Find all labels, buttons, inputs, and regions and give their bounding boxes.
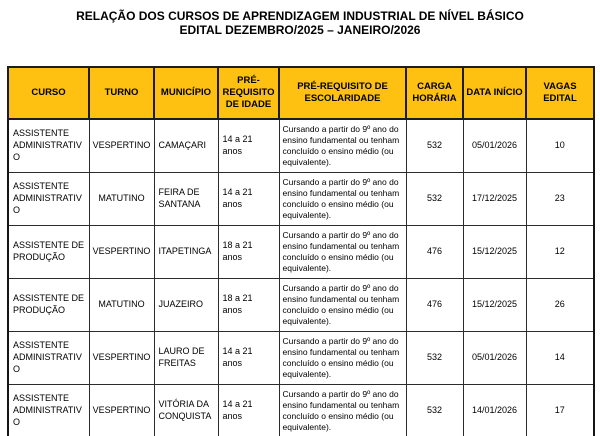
cell-data-inicio: 15/12/2025 [463,226,526,279]
table-row [8,173,594,226]
table-row [8,332,594,385]
cell-escolaridade: Cursando a partir do 9º ano do ensino fundamental ou tenham concluído o ensino médio (ou equivalente). [279,173,406,226]
cell-municipio: JUAZEIRO [154,279,218,332]
column-header-vagas-edital: VAGAS EDITAL [526,67,594,119]
table-row [8,226,594,279]
cell-data-inicio: 14/01/2026 [463,385,526,436]
cell-vagas: 14 [526,332,594,385]
cell-turno: VESPERTINO [89,119,154,173]
cell-escolaridade: Cursando a partir do 9º ano do ensino fundamental ou tenham concluído o ensino médio (ou equivalente). [279,279,406,332]
cell-idade: 14 a 21 anos [218,173,279,226]
cell-vagas: 23 [526,173,594,226]
cell-turno: VESPERTINO [89,332,154,385]
cell-municipio: ITAPETINGA [154,226,218,279]
cell-vagas: 26 [526,279,594,332]
cell-curso: ASSISTENTE DE PRODUÇÃO [8,226,89,279]
cell-turno: MATUTINO [89,173,154,226]
cell-curso: ASSISTENTE ADMINISTRATIVO [8,332,89,385]
cell-escolaridade: Cursando a partir do 9º ano do ensino fundamental ou tenham concluído o ensino médio (ou equivalente). [279,385,406,436]
column-header-carga-horaria: CARGA HORÁRIA [406,67,463,119]
cell-curso: ASSISTENTE ADMINISTRATIVO [8,385,89,436]
header-row [8,67,594,119]
cell-escolaridade: Cursando a partir do 9º ano do ensino fundamental ou tenham concluído o ensino médio (ou equivalente). [279,332,406,385]
cell-idade: 18 a 21 anos [218,226,279,279]
cell-vagas: 10 [526,119,594,173]
cell-data-inicio: 15/12/2025 [463,279,526,332]
cell-carga-horaria: 532 [406,385,463,436]
cell-municipio: CAMAÇARI [154,119,218,173]
column-header-data-inicio: DATA INÍCIO [463,67,526,119]
cell-carga-horaria: 476 [406,226,463,279]
page-title-line1: RELAÇÃO DOS CURSOS DE APRENDIZAGEM INDUSTRIAL DE NÍVEL BÁSICO [76,9,524,23]
cell-carga-horaria: 532 [406,332,463,385]
cell-turno: VESPERTINO [89,226,154,279]
cell-data-inicio: 05/01/2026 [463,332,526,385]
page-title [0,0,600,37]
cell-municipio: LAURO DE FREITAS [154,332,218,385]
cell-idade: 14 a 21 anos [218,385,279,436]
cell-vagas: 17 [526,385,594,436]
cell-carga-horaria: 532 [406,173,463,226]
cell-carga-horaria: 532 [406,119,463,173]
cell-idade: 18 a 21 anos [218,279,279,332]
table-row [8,119,594,173]
column-header-curso: CURSO [8,67,89,119]
page-title-line2: EDITAL DEZEMBRO/2025 – JANEIRO/2026 [179,23,421,37]
column-header-pre-requisito-idade: PRÉ-REQUISITO DE IDADE [218,67,279,119]
cell-idade: 14 a 21 anos [218,119,279,173]
cell-escolaridade: Cursando a partir do 9º ano do ensino fundamental ou tenham concluído o ensino médio (ou equivalente). [279,226,406,279]
cell-carga-horaria: 476 [406,279,463,332]
cell-data-inicio: 17/12/2025 [463,173,526,226]
courses-table [7,66,595,436]
cell-escolaridade: Cursando a partir do 9º ano do ensino fundamental ou tenham concluído o ensino médio (ou equivalente). [279,119,406,173]
cell-municipio: FEIRA DE SANTANA [154,173,218,226]
column-header-pre-requisito-escolaridade: PRÉ-REQUISITO DE ESCOLARIDADE [279,67,406,119]
table-row [8,279,594,332]
cell-curso: ASSISTENTE ADMINISTRATIVO [8,173,89,226]
cell-turno: MATUTINO [89,279,154,332]
cell-turno: VESPERTINO [89,385,154,436]
column-header-turno: TURNO [89,67,154,119]
table-row [8,385,594,436]
column-header-municipio: MUNICÍPIO [154,67,218,119]
cell-curso: ASSISTENTE DE PRODUÇÃO [8,279,89,332]
cell-curso: ASSISTENTE ADMINISTRATIVO [8,119,89,173]
cell-data-inicio: 05/01/2026 [463,119,526,173]
cell-municipio: VITÓRIA DA CONQUISTA [154,385,218,436]
cell-idade: 14 a 21 anos [218,332,279,385]
cell-vagas: 12 [526,226,594,279]
